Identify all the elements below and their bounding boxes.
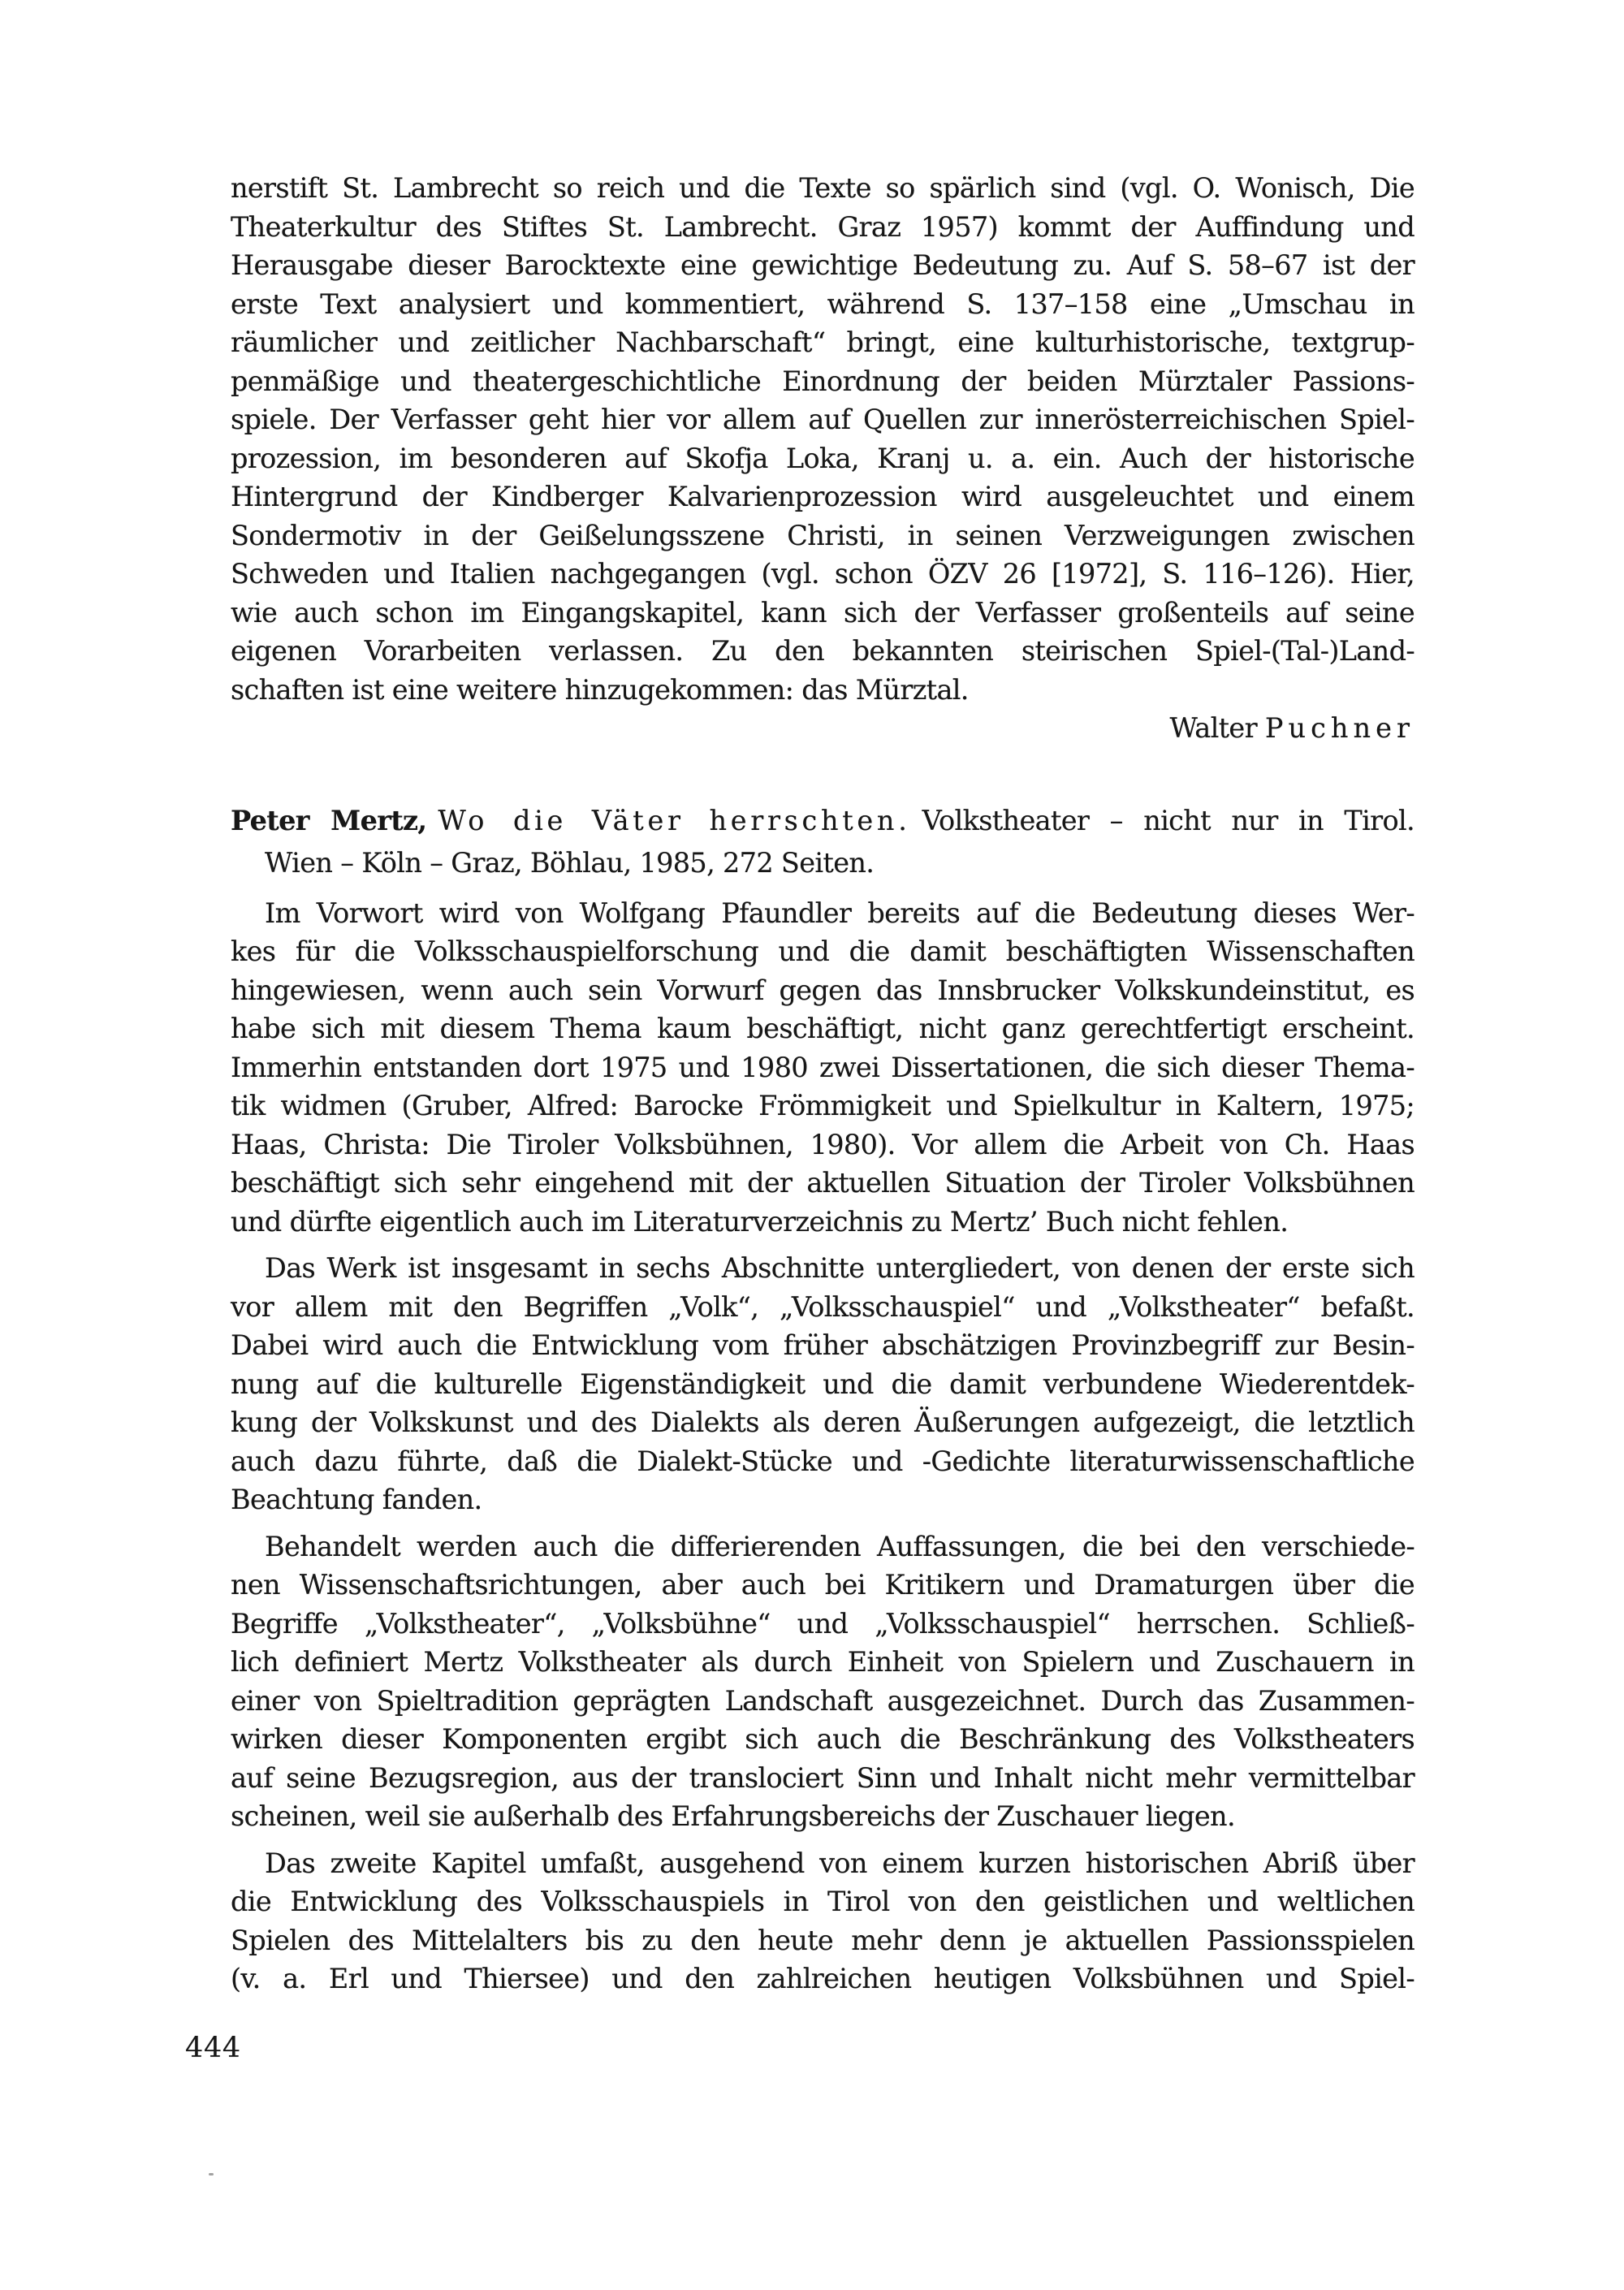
- text-line: Das zweite Kapitel umfaßt, ausgehend von einem kurzen historischen Abriß über: [265, 1847, 1415, 1879]
- text-line: lich definiert Mertz Volkstheater als durch Einheit von Spielern und Zuschauern in: [231, 1646, 1415, 1678]
- text-line: die Entwicklung des Volksschauspiels in Tirol von den geistlichen und weltlichen: [231, 1886, 1415, 1917]
- text-line: beschäftigt sich sehr eingehend mit der aktuellen Situation der Tiroler Volksbühnen: [231, 1167, 1415, 1199]
- page-number: 444: [185, 2032, 241, 2064]
- text-line: auch dazu führte, daß die Dialekt-Stücke und -Gedichte literaturwissenschaftliche: [231, 1445, 1415, 1477]
- book-imprint: Wien – Köln – Graz, Böhlau, 1985, 272 Seiten.: [265, 846, 875, 879]
- text-line: Haas, Christa: Die Tiroler Volksbühnen, 1980). Vor allem die Arbeit von Ch. Haas: [231, 1128, 1415, 1160]
- text-line: auf seine Bezugsregion, aus der translociert Sinn und Inhalt nicht mehr vermittelbar: [231, 1761, 1415, 1794]
- text-line: scheinen, weil sie außerhalb des Erfahrungsbereichs der Zuschauer liegen.: [231, 1800, 1235, 1832]
- text-line: räumlicher und zeitlicher Nachbarschaft“ bringt, eine kulturhistorische, textgrup-: [231, 326, 1415, 358]
- text-line: kes für die Volksschauspielforschung und die damit beschäftigten Wissenschaften: [231, 935, 1415, 967]
- text-line: wie auch schon im Eingangskapitel, kann sich der Verfasser großenteils auf seine: [231, 596, 1415, 629]
- text-line: einer von Spieltradition geprägten Landschaft ausgezeichnet. Durch das Zusammen-: [231, 1684, 1415, 1717]
- text-line: Im Vorwort wird von Wolfgang Pfaundler bereits auf die Bedeutung dieses Wer-: [265, 897, 1415, 929]
- review-paragraph: [231, 1249, 1415, 1519]
- text-line: spiele. Der Verfasser geht hier vor allem auf Quellen zur innerösterreichischen Spiel-: [231, 404, 1415, 435]
- book-title: Wo die Väter herrschten.: [438, 804, 911, 836]
- text-line: Schweden und Italien nachgegangen (vgl. schon ÖZV 26 [1972], S. 116–126). Hier,: [231, 558, 1415, 590]
- text-line: hingewiesen, wenn auch sein Vorwurf gegen das Innsbrucker Volkskundeinstitut, es: [231, 974, 1415, 1006]
- text-line: erste Text analysiert und kommentiert, während S. 137–158 eine „Umschau in: [231, 287, 1415, 320]
- text-line: kung der Volkskunst und des Dialekts als deren Äußerungen aufgezeigt, die letztlich: [231, 1406, 1415, 1438]
- previous-review-continuation: [231, 169, 1415, 748]
- text-line: nung auf die kulturelle Eigenständigkeit und die damit verbundene Wiederentdek-: [231, 1368, 1415, 1400]
- text-line: Herausgabe dieser Barocktexte eine gewichtige Bedeutung zu. Auf S. 58–67 ist der: [231, 249, 1415, 281]
- text-line: (v. a. Erl und Thiersee) und den zahlreichen heutigen Volksbühnen und Spiel-: [231, 1963, 1415, 1994]
- book-author: Peter Mertz,: [231, 804, 427, 836]
- reviewer-signature: [231, 709, 1415, 748]
- review-paragraph: [231, 1527, 1415, 1836]
- text-line: Spielen des Mittelalters bis zu den heute mehr denn je aktuellen Passionsspielen: [231, 1924, 1415, 1956]
- book-subtitle: Volkstheater – nicht nur in Tirol.: [922, 804, 1415, 836]
- text-line: Immerhin entstanden dort 1975 und 1980 zwei Dissertationen, die sich dieser Thema-: [231, 1051, 1415, 1083]
- text-line: Sondermotiv in der Geißelungsszene Christi, in seinen Verzweigungen zwischen: [231, 519, 1415, 551]
- book-review-heading: [231, 800, 1415, 884]
- heading-line: [231, 800, 1415, 842]
- text-line: vor allem mit den Begriffen „Volk“, „Volksschauspiel“ und „Volkstheater“ befaßt.: [231, 1290, 1415, 1323]
- text-line: Dabei wird auch die Entwicklung vom früher abschätzigen Provinzbegriff zur Besin-: [231, 1329, 1415, 1361]
- reviewer-last-name: Puchner: [1264, 712, 1415, 744]
- text-line: Theaterkultur des Stiftes St. Lambrecht. Graz 1957) kommt der Auffindung und: [231, 210, 1415, 243]
- reviewer-first-name: Walter: [1169, 712, 1257, 744]
- text-line: Hintergrund der Kindberger Kalvarienprozession wird ausgeleuchtet und einem: [231, 481, 1415, 512]
- text-line: nerstift St. Lambrecht so reich und die Texte so spärlich sind (vgl. O. Wonisch, Die: [231, 172, 1415, 204]
- text-line: eigenen Vorarbeiten verlassen. Zu den bekannten steirischen Spiel-(Tal-)Land-: [231, 635, 1415, 667]
- review-paragraph: [231, 894, 1415, 1242]
- text-line: penmäßige und theatergeschichtliche Einordnung der beiden Mürztaler Passions-: [231, 365, 1415, 397]
- review-paragraph: [231, 1844, 1415, 1998]
- text-line: und dürfte eigentlich auch im Literaturverzeichnis zu Mertz’ Buch nicht fehlen.: [231, 1205, 1289, 1238]
- text-line: Beachtung fanden.: [231, 1484, 482, 1515]
- text-line: schaften ist eine weitere hinzugekommen: das Mürztal.: [231, 673, 969, 706]
- scan-artifact-speck: [209, 2173, 214, 2176]
- text-line: Das Werk ist insgesamt in sechs Abschnitte untergliedert, von denen der erste sich: [265, 1252, 1415, 1284]
- text-block: [231, 169, 1415, 1998]
- text-line: habe sich mit diesem Thema kaum beschäftigt, nicht ganz gerechtfertigt erscheint.: [231, 1013, 1415, 1044]
- text-line: nen Wissenschaftsrichtungen, aber auch bei Kritikern und Dramaturgen über die: [231, 1569, 1415, 1601]
- text-line: Behandelt werden auch die differierenden Auffassungen, die bei den verschiede-: [265, 1530, 1415, 1562]
- text-line: tik widmen (Gruber, Alfred: Barocke Frömmigkeit und Spielkultur in Kaltern, 1975;: [231, 1090, 1415, 1121]
- text-line: Begriffe „Volkstheater“, „Volksbühne“ und „Volksschauspiel“ herrschen. Schließ-: [231, 1607, 1415, 1640]
- text-line: prozession, im besonderen auf Skofja Loka, Kranj u. a. ein. Auch der historische: [231, 442, 1415, 474]
- text-line: wirken dieser Komponenten ergibt sich auch die Beschränkung des Volkstheaters: [231, 1723, 1415, 1755]
